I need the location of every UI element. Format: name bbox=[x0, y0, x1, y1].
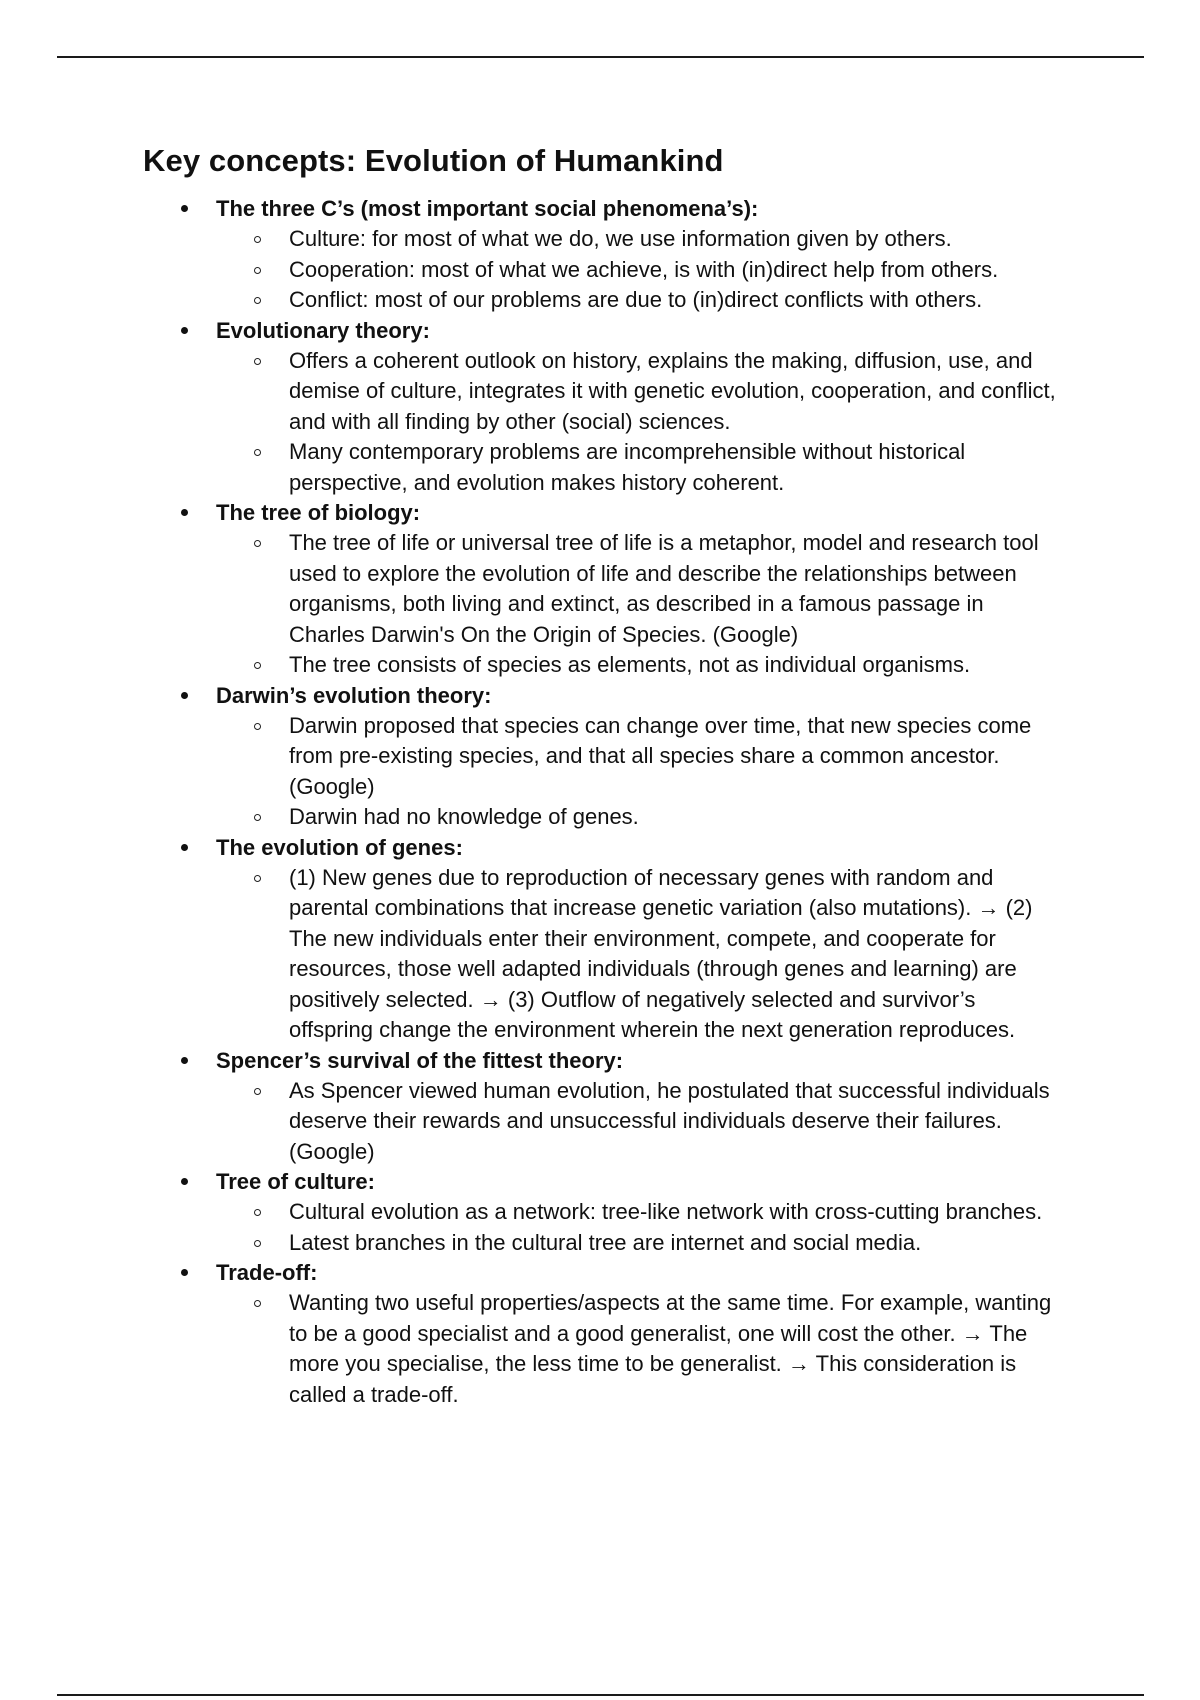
list-item-text: Darwin had no knowledge of genes. bbox=[289, 804, 639, 829]
circle-bullet-icon bbox=[254, 662, 261, 669]
list-item bbox=[216, 1288, 1064, 1410]
circle-bullet-icon bbox=[254, 540, 261, 547]
section-heading: Darwin’s evolution theory: bbox=[216, 682, 492, 708]
section-heading: Trade-off: bbox=[216, 1260, 318, 1285]
section-heading: The tree of biology: bbox=[216, 500, 421, 525]
list-item-text: Culture: for most of what we do, we use information given by others. bbox=[289, 226, 952, 251]
list-item bbox=[216, 224, 1064, 255]
list-item bbox=[216, 711, 1064, 803]
list-item-text: (1) New genes due to reproduction of necessary genes with random and parental combinations that increase genetic variation (also mutations). → (2) The new individuals enter their environment, compete, and cooperate for resources, those well adapted individuals (through genes and learning) are positively selected. → (3) Outflow of negatively selected and survivor’s offspring change the environment wherein the next generation reproduces. bbox=[289, 864, 1033, 1042]
section-heading: Tree of culture: bbox=[216, 1169, 375, 1194]
top-rule bbox=[57, 56, 1144, 58]
list-item-text: Wanting two useful properties/aspects at the same time. For example, wanting to be a good specialist and a good generalist, one will cost the other. → The more you specialise, the less time to be generalist. → This consideration is called a trade-off. bbox=[289, 1290, 1052, 1407]
bullet-icon bbox=[181, 1269, 188, 1276]
sub-list bbox=[216, 1076, 1063, 1168]
bullet-icon bbox=[181, 1057, 188, 1064]
sub-list bbox=[216, 1197, 1063, 1258]
sub-list bbox=[216, 346, 1063, 499]
list-item bbox=[216, 1076, 1064, 1168]
document-page bbox=[143, 140, 1063, 1410]
list-item-text: As Spencer viewed human evolution, he postulated that successful individuals deserve their rewards and unsuccessful individuals deserve their failures. (Google) bbox=[289, 1077, 1050, 1164]
circle-bullet-icon bbox=[254, 875, 261, 882]
circle-bullet-icon bbox=[254, 1240, 261, 1247]
sub-list bbox=[216, 224, 1063, 316]
section-item bbox=[143, 833, 1063, 1046]
section-item bbox=[143, 681, 1063, 833]
sub-list bbox=[216, 528, 1063, 681]
bullet-icon bbox=[181, 205, 188, 212]
list-item bbox=[216, 1197, 1064, 1228]
list-item bbox=[216, 255, 1064, 286]
list-item-text: The tree consists of species as elements, not as individual organisms. bbox=[289, 652, 971, 677]
list-item-text: Latest branches in the cultural tree are internet and social media. bbox=[289, 1229, 922, 1255]
bullet-icon bbox=[181, 1178, 188, 1185]
list-item-text: Many contemporary problems are incomprehensible without historical perspective, and evolution makes history coherent. bbox=[289, 439, 966, 495]
sub-list bbox=[216, 1288, 1063, 1410]
section-item bbox=[143, 316, 1063, 499]
circle-bullet-icon bbox=[254, 723, 261, 730]
bullet-icon bbox=[181, 692, 188, 699]
circle-bullet-icon bbox=[254, 1300, 261, 1307]
section-item bbox=[143, 498, 1063, 681]
section-item bbox=[143, 194, 1063, 316]
circle-bullet-icon bbox=[254, 267, 261, 274]
list-item bbox=[216, 650, 1064, 681]
section-item bbox=[143, 1046, 1063, 1168]
section-list bbox=[143, 194, 1063, 1410]
list-item-text: Cooperation: most of what we achieve, is with (in)direct help from others. bbox=[289, 256, 999, 282]
list-item-text: Cultural evolution as a network: tree-like network with cross-cutting branches. bbox=[289, 1199, 1043, 1224]
bullet-icon bbox=[181, 509, 188, 516]
list-item bbox=[216, 346, 1064, 438]
section-heading: The evolution of genes: bbox=[216, 834, 463, 860]
bullet-icon bbox=[181, 844, 188, 851]
circle-bullet-icon bbox=[254, 1209, 261, 1216]
list-item bbox=[216, 437, 1064, 498]
bullet-icon bbox=[181, 327, 188, 334]
section-item bbox=[143, 1258, 1063, 1410]
section-heading: Evolutionary theory: bbox=[216, 317, 430, 343]
list-item-text: Conflict: most of our problems are due to (in)direct conflicts with others. bbox=[289, 287, 983, 312]
circle-bullet-icon bbox=[254, 297, 261, 304]
list-item-text: Darwin proposed that species can change over time, that new species come from pre-existing species, and that all species share a common ancestor. (Google) bbox=[289, 712, 1032, 799]
list-item bbox=[216, 528, 1064, 650]
bottom-rule bbox=[57, 1694, 1144, 1696]
circle-bullet-icon bbox=[254, 449, 261, 456]
list-item-text: The tree of life or universal tree of life is a metaphor, model and research tool used to explore the evolution of life and describe the relationships between organisms, both living and extinct, as described in a famous passage in Charles Darwin's On the Origin of Species. (Google) bbox=[289, 530, 1039, 647]
page-title: Key concepts: Evolution of Humankind bbox=[143, 143, 724, 178]
sub-list bbox=[216, 711, 1063, 833]
circle-bullet-icon bbox=[254, 814, 261, 821]
list-item-text: Offers a coherent outlook on history, explains the making, diffusion, use, and demise of culture, integrates it with genetic evolution, cooperation, and conflict, and with all finding by other (social) sciences. bbox=[289, 347, 1056, 434]
list-item bbox=[216, 863, 1064, 1046]
section-heading: The three C’s (most important social phenomena’s): bbox=[216, 196, 759, 221]
list-item bbox=[216, 1228, 1064, 1259]
sub-list bbox=[216, 863, 1063, 1046]
circle-bullet-icon bbox=[254, 1088, 261, 1095]
circle-bullet-icon bbox=[254, 236, 261, 243]
section-heading: Spencer’s survival of the fittest theory: bbox=[216, 1047, 624, 1073]
circle-bullet-icon bbox=[254, 358, 261, 365]
section-item bbox=[143, 1167, 1063, 1258]
list-item bbox=[216, 802, 1064, 833]
list-item bbox=[216, 285, 1064, 316]
